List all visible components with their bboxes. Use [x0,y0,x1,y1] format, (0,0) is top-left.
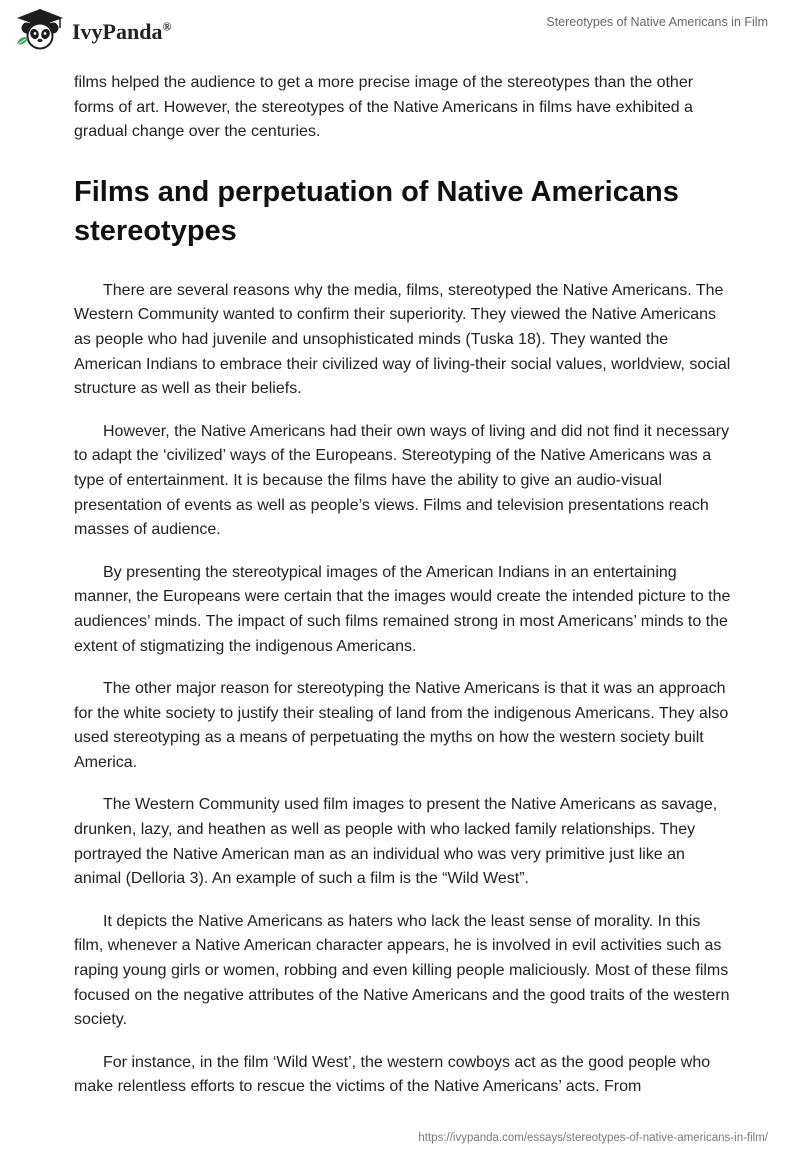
paragraph: By presenting the stereotypical images of the American Indians in an entertaining manner, the Europeans were certain that the images would create the intended picture to the audiences’ minds. The impact of such films remained strong in most Americans’ minds to the extent of stigmatizing the indigenous Americans. [74,563,731,655]
intro-paragraph: films helped the audience to get a more precise image of the stereotypes than the other forms of art. However, the stereotypes of the Native Americans in films have exhibited a gradual change over the centuries. [74,74,694,141]
document-title: Stereotypes of Native Americans in Film [546,15,768,29]
paragraph: The other major reason for stereotyping the Native Americans is that it was an approach for the white society to justify their stealing of land from the indigenous Americans. They also used stereotyping as a means of perpetuating the myths on how the western society built America. [74,680,729,771]
paragraph: For instance, in the film ‘Wild West’, the western cowboys act as the good people who make relentless efforts to rescue the victims of the Native Americans’ acts. From [74,1053,711,1096]
footer-url[interactable]: https://ivypanda.com/essays/stereotypes-of-native-americans-in-film/ [418,1132,768,1144]
paragraph: It depicts the Native Americans as haters who lack the least sense of morality. In this film, whenever a Native American character appears, he is involved in evil activities such as raping young girls or women, robbing and even killing people maliciously. Most of these films focused on the negative attributes of the Native Americans and the good traits of the western society. [74,912,730,1029]
paragraph: The Western Community used film images to present the Native Americans as savage, drunken, lazy, and heathen as well as people with who lacked family relationships. They portrayed the Native American man as an individual who was very primitive just like an animal (Delloria 3). An example of such a film is the “Wild West”. [74,796,718,888]
section-heading: Films and perpetuation of Native Americans stereotypes [74,175,679,248]
brand-name: IvyPanda® [72,19,172,44]
paragraph: There are several reasons why the media, films, stereotyped the Native Americans. The Western Community wanted to confirm their superiority. They viewed the Native Americans as people who had juvenile and unsophisticated minds (Tuska 18). They wanted the American Indians to embrace their civilized way of living-their social values, worldview, social structure as well as their beliefs. [74,281,731,398]
brand-logo[interactable] [14,8,171,50]
article-body [74,71,734,1118]
page-header [0,0,800,72]
paragraph: However, the Native Americans had their own ways of living and did not find it necessary to adapt the ‘civilized’ ways of the Europeans. Stereotyping of the Native Americans was a type of entertainment. It is because the films have the ability to give an audio-visual presentation of events as well as people’s views. Films and television presentations reach masses of audience. [74,422,730,539]
panda-graduate-logo-icon [14,8,66,50]
